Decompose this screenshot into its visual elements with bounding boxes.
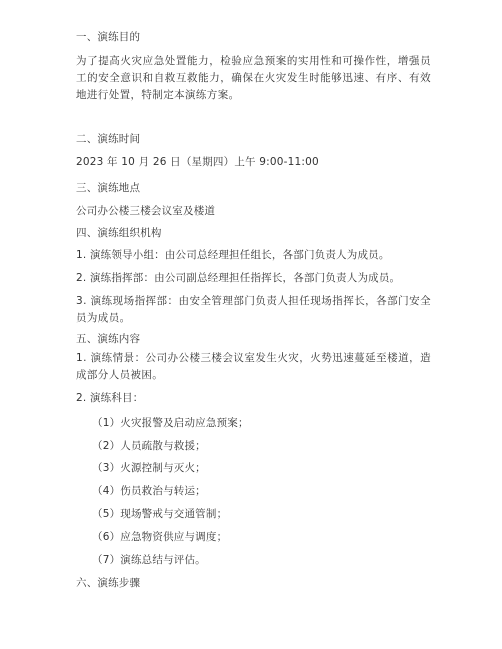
subject-item: （4）伤员救治与转运； <box>92 485 206 497</box>
organization-item: 2. 演练指挥部：由公司副总经理担任指挥长，各部门负责人为成员。 <box>76 272 401 284</box>
purpose-paragraph: 为了提高火灾应急处置能力，检验应急预案的实用性和可操作性，增强员工的安全意识和自救互救能力，确保在火灾发生时能够迅速、有序、有效地进行处置，特制定本演练方案。 <box>76 55 431 101</box>
time-text: 2023 年 10 月 26 日（星期四）上午 9:00-11:00 <box>76 156 319 168</box>
subject-item: （5）现场警戒与交通管制； <box>92 508 228 520</box>
organization-item: 3. 演练现场指挥部：由安全管理部门负责人担任现场指挥长，各部门安全员为成员。 <box>76 295 431 324</box>
section-heading-content: 五、演练内容 <box>76 333 141 345</box>
subject-item: （7）演练总结与评估。 <box>92 554 206 566</box>
subjects-title: 2. 演练科目： <box>76 392 144 404</box>
section-heading-purpose: 一、演练目的 <box>76 31 141 43</box>
subject-item: （3）火源控制与灭火； <box>92 462 206 474</box>
subject-item: （2）人员疏散与救援； <box>92 440 206 452</box>
subject-item: （1）火灾报警及启动应急预案； <box>92 417 249 429</box>
section-heading-location: 三、演练地点 <box>76 182 141 194</box>
section-heading-organization: 四、演练组织机构 <box>76 227 162 239</box>
section-heading-time: 二、演练时间 <box>76 133 141 145</box>
location-text: 公司办公楼三楼会议室及楼道 <box>76 205 216 217</box>
organization-item: 1. 演练领导小组：由公司总经理担任组长，各部门负责人为成员。 <box>76 249 390 261</box>
scenario-paragraph: 1. 演练情景：公司办公楼三楼会议室发生火灾，火势迅速蔓延至楼道，造成部分人员被困。 <box>76 352 431 381</box>
subject-item: （6）应急物资供应与调度； <box>92 531 228 543</box>
section-heading-steps: 六、演练步骤 <box>76 577 141 589</box>
